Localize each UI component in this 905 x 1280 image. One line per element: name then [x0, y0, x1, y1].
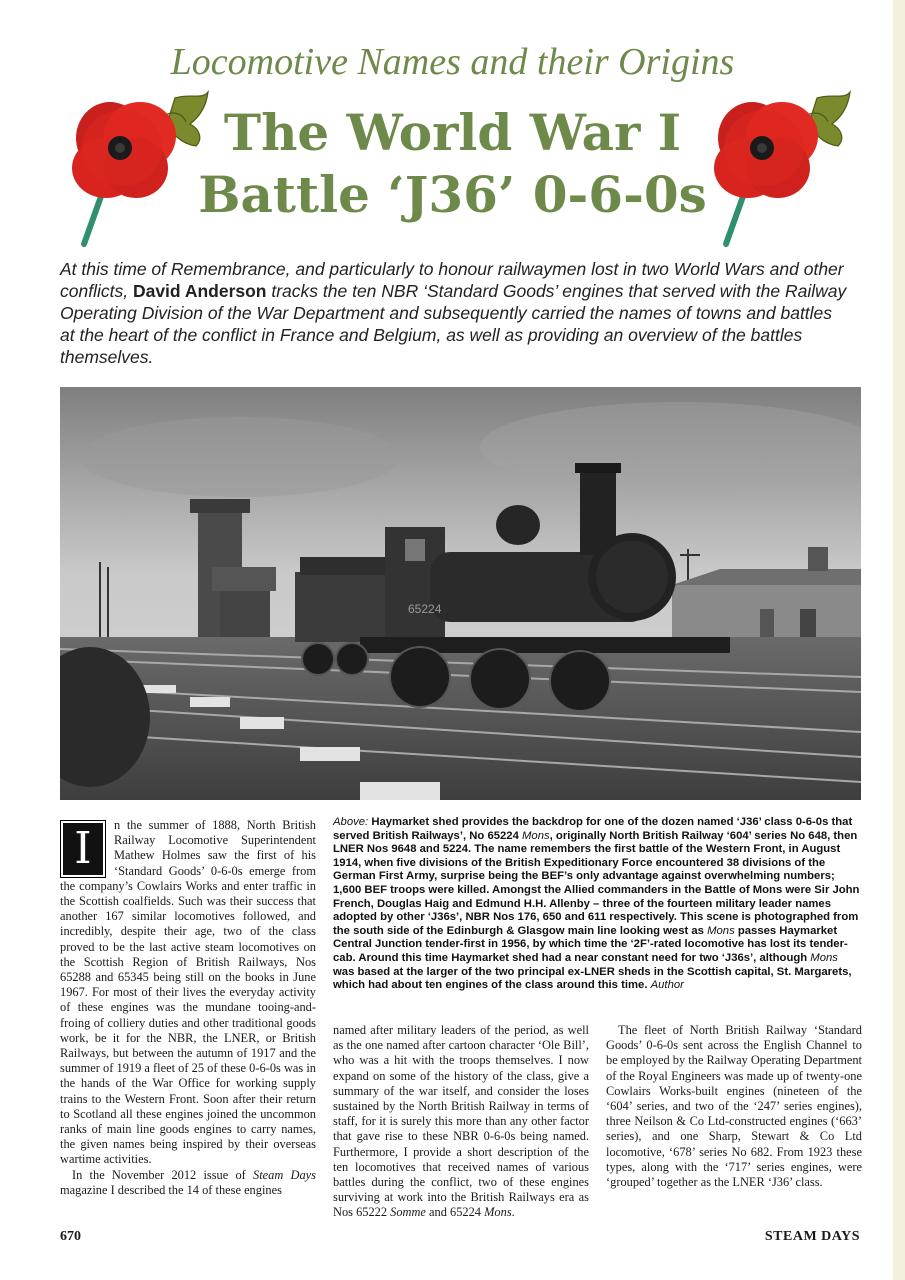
caption-credit: Author — [650, 979, 684, 992]
dropcap-letter: I — [63, 823, 103, 875]
body-paragraph-2 — [60, 1168, 316, 1198]
caption-text-2: , originally North British Railway ‘604’ series No 648, then LNER Nos 9648 and 5224. The name remembers the first battle of the Western Front, in August 1914, when five divisions of the British Expeditionary Force encountered 38 divisions of the German First Army, surprise being the BEF’s only advantage against overwhelming numbers; 1,600 BEF troops were killed. Amongst the Allied commanders in the Battle of Mons were Sir John French, Douglas Haig and Edmund H.H. Allenby – three of the fourteen military leader names adopted by other ‘J36s’, NBR Nos 176, 650 and 611 respectively. This scene is photographed from the south side of the Edinburgh & Glasgow main line looking west as — [333, 829, 860, 937]
body-paragraph-2-end: magazine I described the 14 of these engines — [60, 1182, 282, 1197]
poppy-icon-right — [712, 88, 862, 248]
caption-loco-name-3: Mons — [810, 951, 838, 964]
body-paragraph-3-joiner: and 65224 — [425, 1205, 485, 1220]
caption-text-1: Haymarket shed provides the backdrop for one of the dozen named ‘J36’ class 0-6-0s that served British Railways’, No 65224 — [333, 816, 853, 842]
body-column-3 — [606, 1023, 862, 1190]
caption-loco-name-2: Mons — [707, 924, 735, 937]
body-paragraph-3-text: named after military leaders of the period, as well as the one named after cartoon character ‘Ole Bill’, who was a hit with the troops themselves. I now expand on some of the history of the class, give a summary of the war itself, and consider the loses sustained by the North British Railway in terms of staff, for it is surely this more than any other factor that gave rise to these NBR 0-6-0s being named. Furthermore, I provide a short description of the ten locomotives that received names of various battles during the conflict, two of these engines surviving at work into the British Railways era as Nos 65222 — [333, 1023, 589, 1220]
caption-label: Above: — [333, 816, 372, 828]
series-kicker: Locomotive Names and their Origins — [170, 41, 735, 83]
loco-name-somme: Somme — [390, 1205, 426, 1220]
loco-name-mons: Mons — [484, 1205, 512, 1220]
title-line-1: The World War I — [223, 103, 682, 162]
body-paragraph-3 — [333, 1023, 589, 1221]
body-paragraph-4: The fleet of North British Railway ‘Standard Goods’ 0-6-0s sent across the English Channel to be employed by the Railway Operating Department of the Royal Engineers was made up of twenty-one Cowlairs Works-built engines (nineteen of the ‘604’ series, and two of the ‘247’ series engines), three Neilson & Co Ltd-constructed engines (‘663’ series), and one Sharp, Stewart & Co Ltd locomotive, ‘678’ series No 682. From 1923 these types, along with the ‘717’ series engines, were ‘grouped’ together as the LNER ‘J36’ class. — [606, 1023, 862, 1190]
cab-number: 65224 — [408, 602, 442, 616]
dropcap — [60, 820, 106, 878]
locomotive-photo — [60, 387, 861, 800]
caption-loco-name-1: Mons — [522, 829, 550, 842]
page-number: 670 — [60, 1229, 81, 1244]
standfirst-author: David Anderson — [132, 281, 267, 301]
caption-text-4: was based at the larger of the two principal ex-LNER sheds in the Scottish capital, St. Margarets, which had about ten engines of the class around this time. — [333, 965, 852, 992]
magazine-footer: STEAM DAYS — [764, 1229, 860, 1244]
photo-caption — [333, 816, 862, 993]
body-column-2 — [333, 1023, 589, 1221]
body-paragraph-2-text: In the November 2012 issue of — [72, 1167, 254, 1182]
title-line-2: Battle ‘J36’ 0-6-0s — [198, 165, 707, 224]
body-paragraph-3-end: . — [511, 1205, 515, 1220]
standfirst — [60, 258, 850, 368]
caption-text-3: passes Haymarket Central Junction tender-first in 1956, by which time the ‘2F’-rated locomotive has lost its tender-cab. Around this time Haymarket shed had a near constant need for two ‘J36s’, although — [333, 924, 848, 964]
body-paragraph-1: n the summer of 1888, North British Railway Locomotive Superintendent Mathew Holmes saw the first of his ‘Standard Goods’ 0-6-0s emerge from the company’s Cowlairs Works and enter traffic in the Scottish coalfields. Such was their success that another 167 similar locomotives followed, and incredibly, despite their age, two of the class proved to be the last active steam locomotives on the Scottish Region of British Railways, Nos 65288 and 65345 being still on the books in June 1967. For most of their lives the everyday activity of these engines was the mundane tooing-and-froing of colliery duties and other traditional goods work, be it for the NBR, the LNER, or British Railways, but between the autumn of 1917 and the summer of 1919 a fleet of 25 of these 0-6-0s was in the hands of the War Office for working supply trains to the Western Front. Soon after their return to Scotland all these engines joined the uncommon ranks of main line goods engines to carry names, the given names being inspired by their overseas wartime activities. — [60, 818, 316, 1167]
body-column-1 — [60, 818, 316, 1198]
magazine-name: Steam Days — [253, 1167, 317, 1182]
page-edge — [893, 0, 905, 1280]
article-title — [180, 102, 725, 226]
standfirst-part1: At this time of Remembrance, and particularly to honour railwaymen lost in two World Wars and other conflicts, — [60, 259, 844, 301]
standfirst-part2: tracks the ten NBR ‘Standard Goods’ engines that served with the Railway Operating Division of the War Department and subsequently carried the names of towns and battles at the heart of the conflict in France and Belgium, as well as providing an overview of the battles themselves. — [60, 281, 847, 367]
